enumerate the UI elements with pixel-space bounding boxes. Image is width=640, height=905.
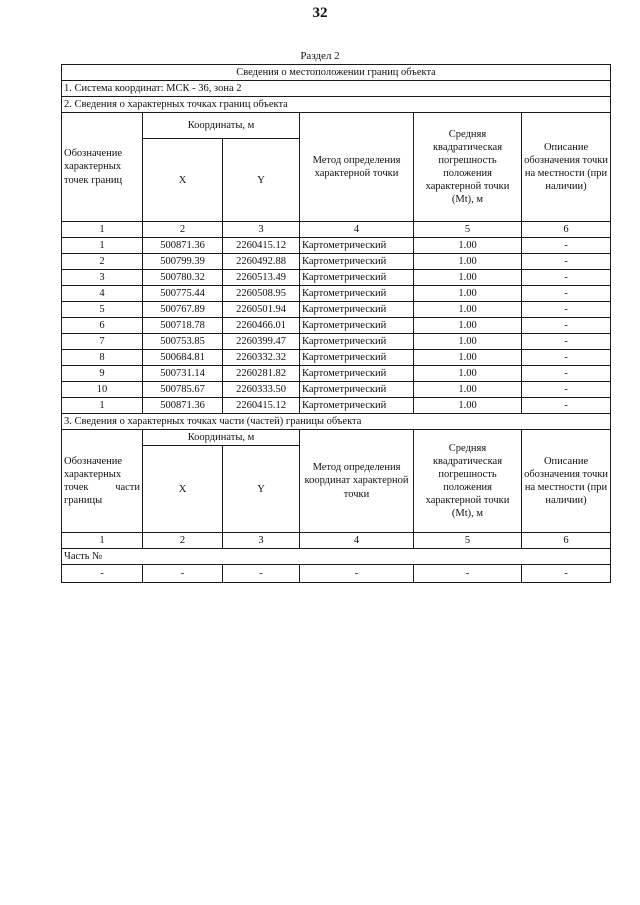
- parts-col-number: 4: [300, 533, 414, 549]
- point-description: -: [522, 334, 611, 350]
- point-x: 500718.78: [143, 318, 223, 334]
- point-description: -: [522, 366, 611, 382]
- point-number: 7: [62, 334, 143, 350]
- point-method: Картометрический: [300, 350, 414, 366]
- parts-header-x: X: [143, 446, 223, 533]
- coord-system: 1. Система координат: МСК - 36, зона 2: [62, 81, 611, 97]
- table-title: Сведения о местоположении границ объекта: [62, 65, 611, 81]
- point-x: 500871.36: [143, 238, 223, 254]
- point-number: 4: [62, 286, 143, 302]
- point-description: -: [522, 398, 611, 414]
- col-number: 2: [143, 222, 223, 238]
- point-number: 9: [62, 366, 143, 382]
- parts-header-description: Описание обозначения точки на местности (при наличии): [522, 430, 611, 533]
- point-accuracy: 1.00: [414, 254, 522, 270]
- header-y: Y: [223, 139, 300, 222]
- point-accuracy: 1.00: [414, 238, 522, 254]
- point-number: 2: [62, 254, 143, 270]
- point-accuracy: 1.00: [414, 366, 522, 382]
- point-method: Картометрический: [300, 382, 414, 398]
- point-description: -: [522, 286, 611, 302]
- parts-header-accuracy: Средняя квадратическая погрешность положения характерной точки (Mt), м: [414, 430, 522, 533]
- table-row: [62, 254, 611, 270]
- point-x: 500767.89: [143, 302, 223, 318]
- point-number: 3: [62, 270, 143, 286]
- header-method: Метод определения характерной точки: [300, 113, 414, 222]
- point-description: -: [522, 350, 611, 366]
- point-method: Картометрический: [300, 302, 414, 318]
- point-method: Картометрический: [300, 270, 414, 286]
- point-accuracy: 1.00: [414, 286, 522, 302]
- header-coords: Координаты, м: [143, 113, 300, 139]
- point-y: 2260415.12: [223, 238, 300, 254]
- table-row: [62, 270, 611, 286]
- points-section-title: 2. Сведения о характерных точках границ объекта: [62, 97, 611, 113]
- point-method: Картометрический: [300, 398, 414, 414]
- point-accuracy: 1.00: [414, 350, 522, 366]
- point-description: -: [522, 318, 611, 334]
- header-description: Описание обозначения точки на местности (при наличии): [522, 113, 611, 222]
- parts-header-coords: Координаты, м: [143, 430, 300, 446]
- part-cell: -: [522, 565, 611, 583]
- table-row: [62, 238, 611, 254]
- part-cell: -: [300, 565, 414, 583]
- point-y: 2260508.95: [223, 286, 300, 302]
- point-method: Картометрический: [300, 334, 414, 350]
- point-accuracy: 1.00: [414, 302, 522, 318]
- point-y: 2260513.49: [223, 270, 300, 286]
- point-y: 2260333.50: [223, 382, 300, 398]
- parts-header-y: Y: [223, 446, 300, 533]
- header-x: X: [143, 139, 223, 222]
- table-row: [62, 318, 611, 334]
- point-method: Картометрический: [300, 254, 414, 270]
- point-accuracy: 1.00: [414, 334, 522, 350]
- point-y: 2260332.32: [223, 350, 300, 366]
- parts-col-number: 5: [414, 533, 522, 549]
- parts-col-number: 3: [223, 533, 300, 549]
- point-accuracy: 1.00: [414, 398, 522, 414]
- point-description: -: [522, 238, 611, 254]
- header-designation: Обозначение характерных точек границ: [62, 113, 143, 222]
- parts-col-number: 2: [143, 533, 223, 549]
- parts-col-number: 1: [62, 533, 143, 549]
- parts-section-title: 3. Сведения о характерных точках части (частей) границы объекта: [62, 414, 611, 430]
- part-label: Часть №: [62, 549, 611, 565]
- point-method: Картометрический: [300, 238, 414, 254]
- col-number: 6: [522, 222, 611, 238]
- part-cell: -: [143, 565, 223, 583]
- point-accuracy: 1.00: [414, 318, 522, 334]
- point-x: 500731.14: [143, 366, 223, 382]
- point-y: 2260281.82: [223, 366, 300, 382]
- part-cell: -: [62, 565, 143, 583]
- table-row: [62, 302, 611, 318]
- table-row: [62, 366, 611, 382]
- point-x: 500871.36: [143, 398, 223, 414]
- point-method: Картометрический: [300, 366, 414, 382]
- point-accuracy: 1.00: [414, 270, 522, 286]
- point-method: Картометрический: [300, 318, 414, 334]
- point-number: 1: [62, 238, 143, 254]
- parts-header-designation: Обозначение характерных точек части границы: [62, 430, 143, 533]
- point-number: 6: [62, 318, 143, 334]
- point-description: -: [522, 254, 611, 270]
- point-y: 2260501.94: [223, 302, 300, 318]
- point-description: -: [522, 270, 611, 286]
- point-x: 500799.39: [143, 254, 223, 270]
- point-number: 1: [62, 398, 143, 414]
- boundary-table: [61, 64, 611, 583]
- point-x: 500775.44: [143, 286, 223, 302]
- section-title: Раздел 2: [300, 50, 340, 62]
- point-number: 10: [62, 382, 143, 398]
- table-row: [62, 350, 611, 366]
- point-y: 2260415.12: [223, 398, 300, 414]
- col-number: 1: [62, 222, 143, 238]
- table-row: [62, 398, 611, 414]
- point-x: 500785.67: [143, 382, 223, 398]
- point-y: 2260492.88: [223, 254, 300, 270]
- table-row: [62, 565, 611, 583]
- part-cell: -: [414, 565, 522, 583]
- point-y: 2260466.01: [223, 318, 300, 334]
- parts-header-method: Метод определения координат характерной точки: [300, 430, 414, 533]
- point-method: Картометрический: [300, 286, 414, 302]
- col-number: 4: [300, 222, 414, 238]
- table-row: [62, 334, 611, 350]
- point-accuracy: 1.00: [414, 382, 522, 398]
- point-x: 500684.81: [143, 350, 223, 366]
- point-x: 500780.32: [143, 270, 223, 286]
- point-description: -: [522, 382, 611, 398]
- table-row: [62, 382, 611, 398]
- point-y: 2260399.47: [223, 334, 300, 350]
- page-number: 32: [312, 5, 328, 21]
- col-number: 5: [414, 222, 522, 238]
- point-number: 8: [62, 350, 143, 366]
- point-description: -: [522, 302, 611, 318]
- part-cell: -: [223, 565, 300, 583]
- point-number: 5: [62, 302, 143, 318]
- point-x: 500753.85: [143, 334, 223, 350]
- table-row: [62, 286, 611, 302]
- header-accuracy: Средняя квадратическая погрешность положения характерной точки (Mt), м: [414, 113, 522, 222]
- parts-col-number: 6: [522, 533, 611, 549]
- col-number: 3: [223, 222, 300, 238]
